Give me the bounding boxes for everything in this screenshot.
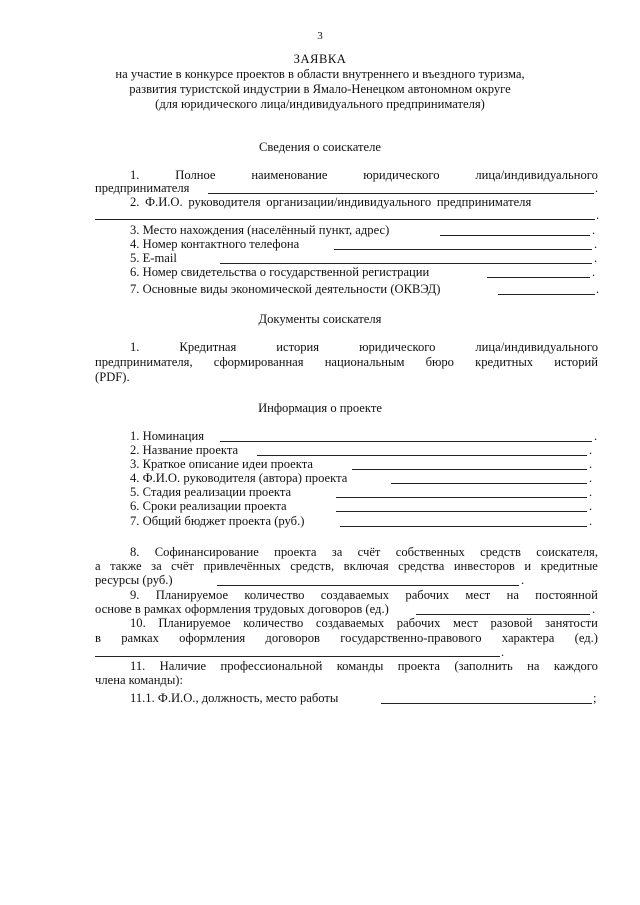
s3-item10-w3: количество — [243, 616, 304, 630]
s1-item1-w5: лица/индивидуального — [475, 168, 598, 182]
s1-item6-blank[interactable] — [487, 277, 590, 278]
s1-item7: 7. Основные виды экономической деятельности (ОКВЭД) — [130, 282, 441, 296]
s3-item11-w3: профессиональной — [220, 659, 323, 673]
s1-item2-dot: . — [596, 208, 600, 222]
s1-item5-blank[interactable] — [220, 263, 592, 264]
s3-item8-w7: средств — [480, 545, 521, 559]
s1-item1-line1 — [130, 168, 598, 182]
s3-item2-dot: . — [589, 443, 593, 457]
s1-item5-dot: . — [594, 251, 598, 265]
section-heading-applicant: Сведения о соискателе — [259, 140, 381, 154]
s3-item9-line2: основе в рамках оформления трудовых договоров (ед.) — [95, 602, 389, 616]
s3-item10-w4: создаваемых — [315, 616, 385, 630]
s3-item9-w2: Планируемое — [155, 588, 229, 602]
s3-item9-w8: постоянной — [535, 588, 598, 602]
s1-item7-blank[interactable] — [498, 294, 595, 295]
s3-item8-l2-w10: и — [524, 559, 532, 573]
s3-item9-line1 — [130, 588, 598, 602]
s1-item4-blank[interactable] — [334, 249, 592, 250]
s3-item8-w6: собственных — [395, 545, 465, 559]
s2-item1-l2-w1: предпринимателя, — [95, 355, 193, 369]
s3-item8-l2-w2: также — [110, 559, 142, 573]
s2-item1-line2 — [95, 355, 598, 369]
s3-item5-blank[interactable] — [336, 497, 587, 498]
s3-item10-l2-w6: характера — [501, 631, 555, 645]
s1-item2-blank[interactable] — [95, 219, 595, 220]
s3-item11-w1: 11. — [130, 659, 146, 673]
s3-item10-w2: Планируемое — [158, 616, 231, 630]
s3-item8-line1 — [130, 545, 598, 559]
s1-item1-dot: . — [595, 181, 599, 195]
s1-item1-w2: Полное — [175, 168, 216, 182]
s2-item1-w1: 1. — [130, 340, 140, 354]
s3-item9-w6: мест — [465, 588, 491, 602]
s1-item4-dot: . — [594, 237, 598, 251]
s1-item1-w4: юридического — [363, 168, 440, 182]
s1-item3-blank[interactable] — [440, 235, 590, 236]
form-subtitle-line-2: развития туристской индустрии в Ямало-Ненецком автономном округе — [129, 82, 511, 96]
s2-item1-w2: Кредитная — [179, 340, 237, 354]
s3-item8-l2-w5: привлечённых — [203, 559, 281, 573]
s2-item1-l2-w6: историй — [554, 355, 598, 369]
s3-item4: 4. Ф.И.О. руководителя (автора) проекта — [130, 471, 348, 485]
s2-item1-l2-w5: кредитных — [475, 355, 534, 369]
page-number: 3 — [317, 30, 323, 42]
s1-item5: 5. E-mail — [130, 251, 177, 265]
s3-item7-blank[interactable] — [340, 526, 587, 527]
s2-item1-l2-w3: национальным — [324, 355, 405, 369]
s3-item10-w7: разовой — [490, 616, 533, 630]
s1-item1-w1: 1. — [130, 168, 140, 182]
s3-item1-blank[interactable] — [220, 441, 592, 442]
s3-item10-line2 — [95, 631, 598, 645]
s2-item1-w5: лица/индивидуального — [475, 340, 598, 354]
s3-item8-dot: . — [521, 573, 525, 587]
s3-item7: 7. Общий бюджет проекта (руб.) — [130, 514, 305, 528]
s3-item8-l2-w9: инвесторов — [453, 559, 515, 573]
s3-item8-l2-w4: счёт — [171, 559, 194, 573]
s1-item1-blank[interactable] — [208, 193, 594, 194]
s3-item3-blank[interactable] — [352, 469, 587, 470]
s3-item8-w1: 8. — [130, 545, 140, 559]
s3-item9-w5: рабочих — [405, 588, 450, 602]
s3-item11-w6: (заполнить — [454, 659, 513, 673]
s3-item8-l2-w7: включая — [343, 559, 389, 573]
s3-item10-l2-w5: государственно-правового — [340, 631, 482, 645]
s2-item1-line1 — [130, 340, 598, 354]
s1-item6: 6. Номер свидетельства о государственной регистрации — [130, 265, 430, 279]
s3-item11-line2: члена команды): — [95, 673, 183, 687]
s1-item1-line2: предпринимателя — [95, 181, 190, 195]
s3-item9-w1: 9. — [130, 588, 140, 602]
s3-item10-l2-w2: рамках — [121, 631, 159, 645]
s3-item8-l2-w11: кредитные — [540, 559, 598, 573]
s3-item5-dot: . — [589, 485, 593, 499]
s3-item11-1-blank[interactable] — [381, 703, 592, 704]
s3-item9-blank[interactable] — [416, 614, 590, 615]
s3-item11-1-semicolon: ; — [593, 691, 597, 705]
s1-item4: 4. Номер контактного телефона — [130, 237, 300, 251]
s3-item8-l2-w6: средств, — [290, 559, 335, 573]
s3-item8-l2-w3: за — [151, 559, 162, 573]
s2-item1-l2-w4: бюро — [425, 355, 454, 369]
s3-item10-l2-w3: оформления — [179, 631, 246, 645]
s3-item9-w3: количество — [244, 588, 305, 602]
s2-item1-w3: история — [276, 340, 320, 354]
form-subtitle-line-1: на участие в конкурсе проектов в области внутреннего и въездного туризма, — [115, 67, 525, 81]
s3-item10-dot: . — [501, 645, 505, 659]
s1-item6-dot: . — [592, 265, 596, 279]
form-title: ЗАЯВКА — [293, 52, 347, 66]
section-heading-project: Информация о проекте — [258, 401, 382, 415]
s3-item5: 5. Стадия реализации проекта — [130, 485, 292, 499]
s3-item10-w6: мест — [452, 616, 478, 630]
s3-item8-w8: соискателя, — [536, 545, 598, 559]
s3-item8-line3: ресурсы (руб.) — [95, 573, 173, 587]
s1-item1-w3: наименование — [251, 168, 328, 182]
s3-item8-blank[interactable] — [217, 585, 519, 586]
s1-item7-dot: . — [596, 282, 600, 296]
s3-item10-blank[interactable] — [95, 656, 500, 657]
s3-item10-l2-w4: договоров — [265, 631, 320, 645]
s3-item9-dot: . — [592, 602, 596, 616]
s2-item1-w4: юридического — [359, 340, 436, 354]
s3-item8-line2 — [95, 559, 598, 573]
s3-item6: 6. Сроки реализации проекта — [130, 499, 287, 513]
s2-item1-line3: (PDF). — [95, 370, 130, 384]
form-subtitle-line-3: (для юридического лица/индивидуального предпринимателя) — [155, 97, 485, 111]
s3-item9-w4: создаваемых — [320, 588, 390, 602]
s3-item10-line1 — [130, 616, 598, 630]
s3-item8-w5: счёт — [357, 545, 381, 559]
s1-item3-dot: . — [592, 223, 596, 237]
s3-item4-dot: . — [589, 471, 593, 485]
s3-item2: 2. Название проекта — [130, 443, 239, 457]
s3-item8-w4: за — [331, 545, 343, 559]
s3-item10-w5: рабочих — [396, 616, 441, 630]
s3-item10-w8: занятости — [545, 616, 598, 630]
s3-item4-blank[interactable] — [391, 483, 587, 484]
s3-item11-w8: каждого — [553, 659, 598, 673]
s3-item2-blank[interactable] — [257, 455, 587, 456]
s3-item3: 3. Краткое описание идеи проекта — [130, 457, 313, 471]
s3-item11-w2: Наличие — [159, 659, 207, 673]
s3-item8-l2-w8: средства — [398, 559, 445, 573]
s3-item9-w7: на — [506, 588, 519, 602]
s3-item8-w2: Софинансирование — [154, 545, 259, 559]
s3-item8-w3: проекта — [274, 545, 317, 559]
s3-item6-blank[interactable] — [336, 511, 587, 512]
s2-item1-l2-w2: сформированная — [213, 355, 304, 369]
s3-item10-l2-w7: (ед.) — [574, 631, 598, 645]
s3-item3-dot: . — [589, 457, 593, 471]
s3-item7-dot: . — [589, 514, 593, 528]
s3-item11-w7: на — [527, 659, 540, 673]
section-heading-documents: Документы соискателя — [258, 312, 382, 326]
s3-item11-line1 — [130, 659, 598, 673]
s3-item6-dot: . — [589, 499, 593, 513]
s1-item2: 2. Ф.И.О. руководителя организации/индивидуального предпринимателя — [130, 195, 532, 209]
s3-item11-1: 11.1. Ф.И.О., должность, место работы — [130, 691, 339, 705]
s3-item11-w4: команды — [336, 659, 384, 673]
s3-item10-w1: 10. — [130, 616, 146, 630]
s1-item3: 3. Место нахождения (населённый пункт, адрес) — [130, 223, 390, 237]
s3-item10-l2-w1: в — [95, 631, 101, 645]
s3-item11-w5: проекта — [397, 659, 440, 673]
s3-item1-dot: . — [594, 429, 598, 443]
s3-item1: 1. Номинация — [130, 429, 205, 443]
s3-item8-l2-w1: а — [95, 559, 101, 573]
